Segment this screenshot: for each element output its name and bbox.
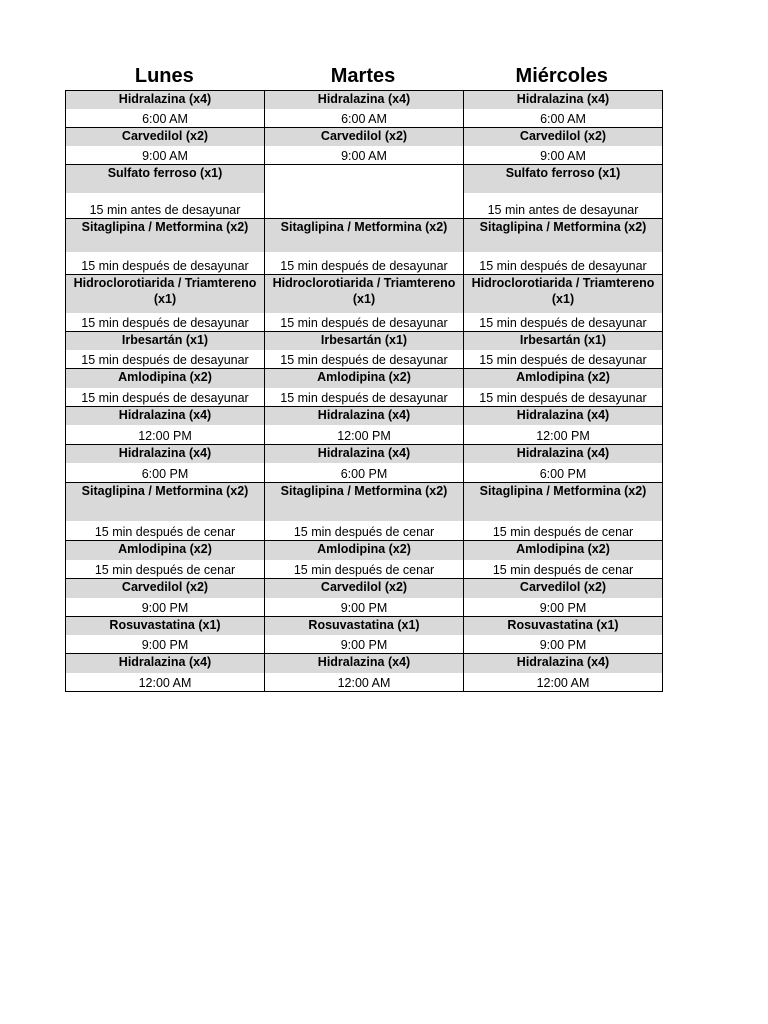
instruction-cell xyxy=(66,193,265,219)
medication-cell xyxy=(66,617,265,636)
medication-cell xyxy=(464,219,663,253)
instruction-text: 15 min después de desayunar xyxy=(280,391,448,405)
medication-name: Hidralazina (x4) xyxy=(118,408,212,422)
instruction-cell xyxy=(464,598,663,617)
medication-name: Hidroclorotiarida / Triamtereno (x1) xyxy=(471,276,655,306)
medication-row xyxy=(66,483,663,522)
instruction-cell xyxy=(265,146,464,165)
medication-cell xyxy=(66,579,265,599)
medication-row xyxy=(66,369,663,389)
instruction-text: 9:00 AM xyxy=(341,149,387,163)
instruction-row xyxy=(66,388,663,407)
medication-row xyxy=(66,332,663,351)
instruction-text: 15 min después de desayunar xyxy=(81,391,249,405)
medication-name: Hidroclorotiarida / Triamtereno (x1) xyxy=(73,276,257,306)
instruction-cell xyxy=(265,463,464,483)
medication-cell xyxy=(464,445,663,464)
day-header: Lunes xyxy=(134,65,194,87)
medication-cell xyxy=(265,91,464,110)
medication-name: Amlodipina (x2) xyxy=(317,542,411,556)
instruction-cell xyxy=(66,252,265,275)
instruction-cell xyxy=(265,193,464,219)
instruction-cell xyxy=(265,109,464,128)
medication-name: Amlodipina (x2) xyxy=(516,542,610,556)
medication-cell xyxy=(464,91,663,110)
medication-cell xyxy=(265,219,464,253)
instruction-text: 15 min antes de desayunar xyxy=(89,203,241,217)
medication-schedule xyxy=(65,63,661,692)
instruction-text: 15 min después de desayunar xyxy=(479,353,647,367)
instruction-row xyxy=(66,560,663,579)
medication-name: Amlodipina (x2) xyxy=(317,370,411,384)
medication-cell xyxy=(66,654,265,674)
instruction-text: 12:00 PM xyxy=(536,429,590,443)
medication-cell xyxy=(464,369,663,389)
medication-name: Rosuvastatina (x1) xyxy=(308,618,420,632)
instruction-text: 9:00 PM xyxy=(340,601,388,615)
instruction-cell xyxy=(464,635,663,654)
instruction-text: 15 min después de cenar xyxy=(492,525,634,539)
medication-cell xyxy=(66,369,265,389)
medication-cell xyxy=(265,617,464,636)
medication-cell xyxy=(265,128,464,147)
medication-row xyxy=(66,91,663,110)
instruction-cell xyxy=(464,425,663,445)
day-header: Miércoles xyxy=(515,65,608,87)
medication-name: Hidralazina (x4) xyxy=(516,92,610,106)
instruction-row xyxy=(66,425,663,445)
instruction-cell xyxy=(66,313,265,332)
medication-cell xyxy=(464,617,663,636)
medication-name: Hidralazina (x4) xyxy=(317,92,411,106)
medication-cell xyxy=(265,541,464,561)
instruction-row xyxy=(66,146,663,165)
medication-row xyxy=(66,617,663,636)
instruction-cell xyxy=(265,350,464,369)
instruction-text: 9:00 PM xyxy=(340,638,388,652)
medication-cell xyxy=(265,369,464,389)
medication-row xyxy=(66,445,663,464)
medication-name: Carvedilol (x2) xyxy=(121,129,209,143)
instruction-row xyxy=(66,109,663,128)
medication-cell xyxy=(265,654,464,674)
medication-cell xyxy=(66,445,265,464)
medication-name: Carvedilol (x2) xyxy=(320,580,408,594)
instruction-text: 15 min después de cenar xyxy=(492,563,634,577)
instruction-text: 6:00 PM xyxy=(340,467,388,481)
instruction-text: 9:00 AM xyxy=(540,149,586,163)
medication-cell xyxy=(265,275,464,314)
medication-row xyxy=(66,654,663,674)
instruction-text: 15 min después de cenar xyxy=(293,525,435,539)
medication-cell xyxy=(265,445,464,464)
instruction-cell xyxy=(464,463,663,483)
instruction-cell xyxy=(464,193,663,219)
medication-row xyxy=(66,165,663,194)
instruction-cell xyxy=(265,313,464,332)
medication-name: Hidralazina (x4) xyxy=(118,446,212,460)
medication-row xyxy=(66,579,663,599)
medication-name: Hidralazina (x4) xyxy=(516,655,610,669)
instruction-text: 6:00 AM xyxy=(540,112,586,126)
medication-name: Carvedilol (x2) xyxy=(519,129,607,143)
medication-cell xyxy=(464,541,663,561)
medication-cell xyxy=(464,128,663,147)
medication-row xyxy=(66,128,663,147)
instruction-text: 12:00 AM xyxy=(337,676,391,690)
medication-cell xyxy=(265,407,464,426)
medication-name: Sitaglipina / Metformina (x2) xyxy=(479,220,647,234)
instruction-cell xyxy=(464,350,663,369)
instruction-text: 15 min después de desayunar xyxy=(280,353,448,367)
instruction-row xyxy=(66,521,663,541)
instruction-text: 15 min después de desayunar xyxy=(280,316,448,330)
medication-cell xyxy=(265,483,464,522)
instruction-row xyxy=(66,193,663,219)
medication-name: Sitaglipina / Metformina (x2) xyxy=(81,484,249,498)
medication-name: Rosuvastatina (x1) xyxy=(109,618,221,632)
instruction-text: 9:00 PM xyxy=(141,601,189,615)
instruction-cell xyxy=(464,252,663,275)
medication-row xyxy=(66,219,663,253)
instruction-cell xyxy=(464,146,663,165)
instruction-text: 15 min después de desayunar xyxy=(81,259,249,273)
medication-name: Amlodipina (x2) xyxy=(516,370,610,384)
instruction-text: 15 min después de desayunar xyxy=(479,391,647,405)
instruction-cell xyxy=(265,425,464,445)
instruction-cell xyxy=(66,635,265,654)
instruction-cell xyxy=(66,146,265,165)
medication-cell xyxy=(265,579,464,599)
medication-row xyxy=(66,541,663,561)
instruction-text: 6:00 PM xyxy=(141,467,189,481)
medication-cell xyxy=(66,91,265,110)
instruction-cell xyxy=(66,109,265,128)
instruction-text: 15 min después de desayunar xyxy=(479,316,647,330)
instruction-row xyxy=(66,350,663,369)
instruction-cell xyxy=(464,109,663,128)
instruction-text: 15 min después de cenar xyxy=(94,525,236,539)
medication-cell xyxy=(265,165,464,194)
instruction-row xyxy=(66,598,663,617)
instruction-text: 15 min después de desayunar xyxy=(81,316,249,330)
medication-name: Carvedilol (x2) xyxy=(121,580,209,594)
medication-cell xyxy=(464,332,663,351)
instruction-cell xyxy=(265,598,464,617)
instruction-cell xyxy=(66,673,265,692)
instruction-row xyxy=(66,463,663,483)
instruction-cell xyxy=(66,463,265,483)
instruction-text: 9:00 PM xyxy=(539,638,587,652)
instruction-text: 15 min después de desayunar xyxy=(280,259,448,273)
medication-name: Carvedilol (x2) xyxy=(320,129,408,143)
instruction-text: 9:00 PM xyxy=(141,638,189,652)
instruction-text: 15 min después de cenar xyxy=(293,563,435,577)
instruction-cell xyxy=(265,635,464,654)
medication-cell xyxy=(464,654,663,674)
instruction-text: 12:00 PM xyxy=(337,429,391,443)
medication-name: Irbesartán (x1) xyxy=(320,333,408,347)
instruction-cell xyxy=(464,521,663,541)
instruction-cell xyxy=(265,388,464,407)
medication-name: Sitaglipina / Metformina (x2) xyxy=(81,220,249,234)
instruction-cell xyxy=(66,350,265,369)
instruction-text: 15 min después de desayunar xyxy=(81,353,249,367)
instruction-text: 6:00 AM xyxy=(341,112,387,126)
instruction-text: 9:00 PM xyxy=(539,601,587,615)
medication-name: Sulfato ferroso (x1) xyxy=(505,166,621,180)
instruction-cell xyxy=(66,560,265,579)
medication-cell xyxy=(66,407,265,426)
medication-name: Carvedilol (x2) xyxy=(519,580,607,594)
instruction-cell xyxy=(265,252,464,275)
instruction-text: 12:00 AM xyxy=(536,676,590,690)
medication-cell xyxy=(464,483,663,522)
medication-name: Rosuvastatina (x1) xyxy=(507,618,619,632)
medication-name: Hidralazina (x4) xyxy=(118,655,212,669)
instruction-cell xyxy=(464,388,663,407)
instruction-text: 9:00 AM xyxy=(142,149,188,163)
medication-cell xyxy=(464,275,663,314)
medication-row xyxy=(66,275,663,314)
medication-cell xyxy=(66,165,265,194)
instruction-row xyxy=(66,252,663,275)
medication-name: Irbesartán (x1) xyxy=(519,333,607,347)
medication-cell xyxy=(66,332,265,351)
medication-cell xyxy=(464,407,663,426)
medication-name: Sulfato ferroso (x1) xyxy=(107,166,223,180)
instruction-cell xyxy=(66,598,265,617)
instruction-cell xyxy=(66,388,265,407)
medication-name: Amlodipina (x2) xyxy=(118,542,212,556)
schedule-table xyxy=(65,90,663,692)
instruction-cell xyxy=(464,673,663,692)
instruction-row xyxy=(66,635,663,654)
instruction-cell xyxy=(265,560,464,579)
medication-cell xyxy=(265,332,464,351)
medication-name: Amlodipina (x2) xyxy=(118,370,212,384)
instruction-text: 6:00 AM xyxy=(142,112,188,126)
instruction-cell xyxy=(265,521,464,541)
instruction-text: 12:00 PM xyxy=(138,429,192,443)
instruction-text: 12:00 AM xyxy=(138,676,192,690)
medication-name: Hidralazina (x4) xyxy=(317,408,411,422)
instruction-cell xyxy=(464,560,663,579)
medication-name: Hidroclorotiarida / Triamtereno (x1) xyxy=(272,276,456,306)
medication-cell xyxy=(464,579,663,599)
medication-name: Hidralazina (x4) xyxy=(317,446,411,460)
day-header: Martes xyxy=(330,65,396,87)
instruction-row xyxy=(66,313,663,332)
medication-name: Hidralazina (x4) xyxy=(516,408,610,422)
medication-cell xyxy=(464,165,663,194)
instruction-cell xyxy=(464,313,663,332)
instruction-text: 6:00 PM xyxy=(539,467,587,481)
medication-name: Hidralazina (x4) xyxy=(317,655,411,669)
medication-cell xyxy=(66,483,265,522)
instruction-cell xyxy=(66,425,265,445)
instruction-text: 15 min después de cenar xyxy=(94,563,236,577)
medication-row xyxy=(66,407,663,426)
medication-name: Sitaglipina / Metformina (x2) xyxy=(479,484,647,498)
medication-name: Sitaglipina / Metformina (x2) xyxy=(280,484,448,498)
medication-cell xyxy=(66,219,265,253)
medication-name: Hidralazina (x4) xyxy=(118,92,212,106)
medication-name: Sitaglipina / Metformina (x2) xyxy=(280,220,448,234)
medication-cell xyxy=(66,275,265,314)
instruction-cell xyxy=(265,673,464,692)
instruction-text: 15 min después de desayunar xyxy=(479,259,647,273)
medication-name: Irbesartán (x1) xyxy=(121,333,209,347)
medication-name: Hidralazina (x4) xyxy=(516,446,610,460)
day-header-row xyxy=(65,63,661,90)
medication-cell xyxy=(66,541,265,561)
instruction-cell xyxy=(66,521,265,541)
instruction-row xyxy=(66,673,663,692)
instruction-text: 15 min antes de desayunar xyxy=(487,203,639,217)
medication-cell xyxy=(66,128,265,147)
